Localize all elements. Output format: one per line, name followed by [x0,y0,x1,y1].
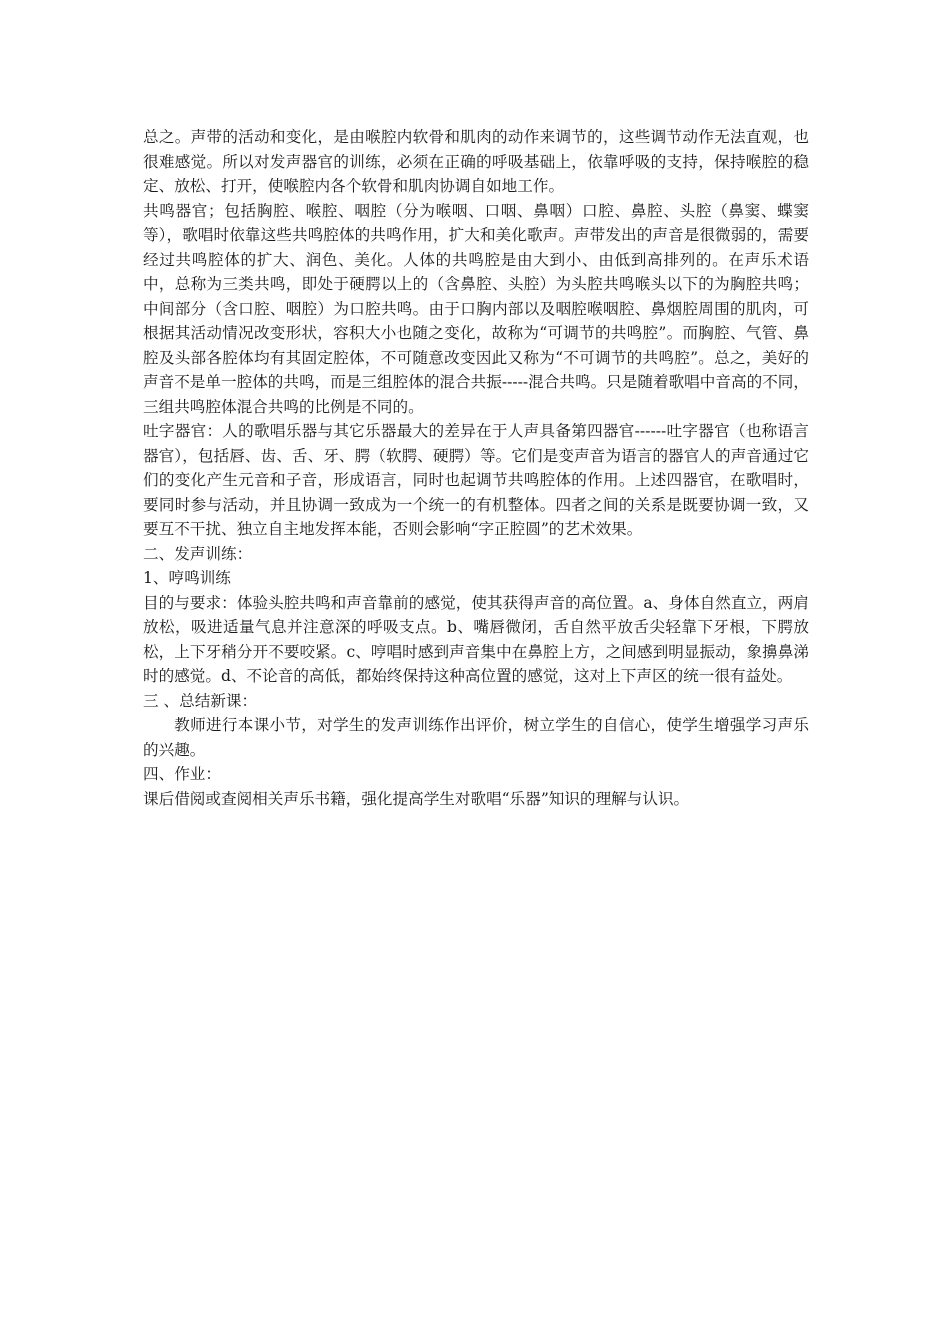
paragraph-teacher-evaluation: 教师进行本课小节，对学生的发声训练作出评价，树立学生的自信心，使学生增强学习声乐的兴趣。 [143,716,809,759]
paragraph-homework: 课后借阅或查阅相关声乐书籍，强化提高学生对歌唱“乐器”知识的理解与认识。 [143,789,690,808]
heading-homework: 四、作业： [143,765,221,783]
heading-lesson-summary: 三 、总结新课： [143,691,258,710]
document-body [143,125,809,811]
heading-humming-training: 1、哼鸣训练 [143,569,231,587]
paragraph-articulation-organs: 吐字器官：人的歌唱乐器与其它乐器最大的差异在于人声具备第四器官------吐字器官（也称语言器官），包括唇、齿、舌、牙、腭（软腭、硬腭）等。它们是变声音为语言的器官人的声音通过它们的变化产生元音和子音，形成语言，同时也起调节共鸣腔体的作用。上述四器官，在歌唱时，要同时参与活动，并且协调一致成为一个统一的有机整体。四者之间的关系是既要协调一致，又要互不干扰、独立自主地发挥本能，否则会影响“字正腔圆”的艺术效果。 [143,422,809,538]
paragraph-larynx-summary: 总之。声带的活动和变化，是由喉腔内软骨和肌肉的动作来调节的，这些调节动作无法直观，也很难感觉。所以对发声器官的训练，必须在正确的呼吸基础上，依靠呼吸的支持，保持喉腔的稳定、放松、打开，使喉腔内各个软骨和肌肉协调自如地工作。 [143,128,809,195]
paragraph-humming-requirements: 目的与要求：体验头腔共鸣和声音靠前的感觉，使其获得声音的高位置。a、身体自然直立，两肩放松，吸进适量气息并注意深的呼吸支点。b、嘴唇微闭，舌自然平放舌尖轻靠下牙根，下腭放松，上下牙稍分开不要咬紧。c、哼唱时感到声音集中在鼻腔上方，之间感到明显振动，象擤鼻涕时的感觉。d、不论音的高低，都始终保持这种高位置的感觉，这对上下声区的统一很有益处。 [143,593,809,685]
heading-vocal-training: 二、发声训练： [143,544,253,563]
paragraph-resonance-organs: 共鸣器官；包括胸腔、喉腔、咽腔（分为喉咽、口咽、鼻咽）口腔、鼻腔、头腔（鼻窦、蝶窦等），歌唱时依靠这些共鸣腔体的共鸣作用，扩大和美化歌声。声带发出的声音是很微弱的，需要经过共鸣腔体的扩大、润色、美化。人体的共鸣腔是由大到小、由低到高排列的。在声乐术语中，总称为三类共鸣，即处于硬腭以上的（含鼻腔、头腔）为头腔共鸣喉头以下的为胸腔共鸣；中间部分（含口腔、咽腔）为口腔共鸣。由于口胸内部以及咽腔喉咽腔、鼻烟腔周围的肌肉，可根据其活动情况改变形状，容积大小也随之变化，故称为“可调节的共鸣腔”。而胸腔、气管、鼻腔及头部各腔体均有其固定腔体，不可随意改变因此又称为“不可调节的共鸣腔”。总之，美好的声音不是单一腔体的共鸣，而是三组腔体的混合共振-----混合共鸣。只是随着歌唱中音高的不同，三组共鸣腔体混合共鸣的比例是不同的。 [143,201,809,416]
